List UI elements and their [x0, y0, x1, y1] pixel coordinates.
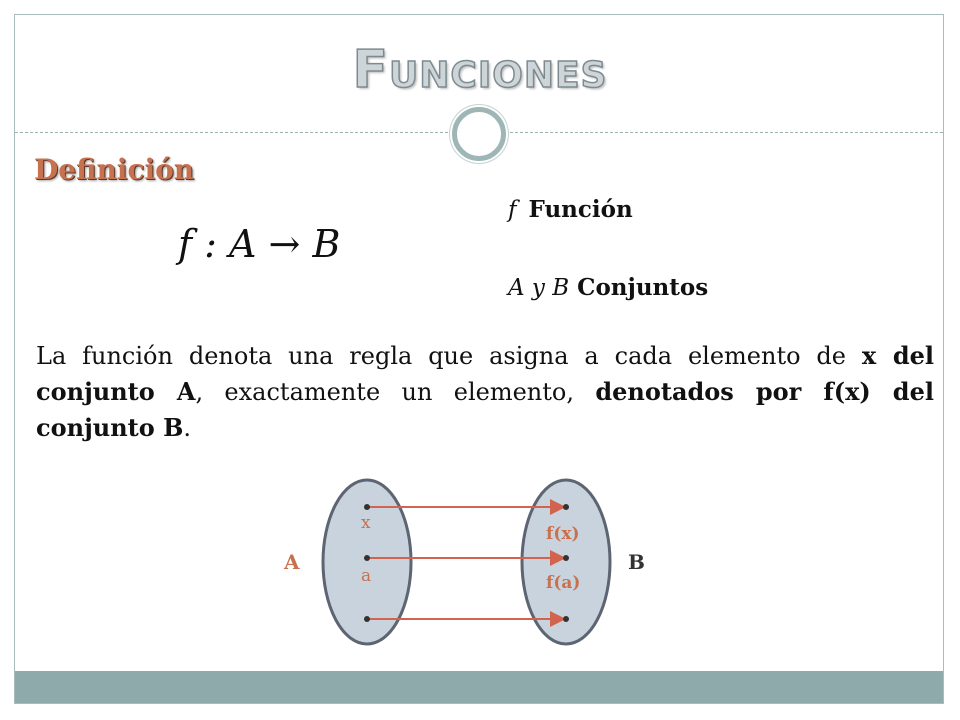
section-heading: Definición	[34, 153, 195, 186]
footer-band	[15, 671, 943, 703]
point-dot	[563, 616, 569, 622]
definition-term: Conjuntos	[577, 274, 709, 301]
point-label-a: a	[361, 566, 372, 586]
point-label-fa: f(a)	[546, 573, 581, 593]
definition-paragraph	[36, 338, 934, 446]
definition-symbol: f	[508, 197, 517, 223]
function-formula: f : A → B	[178, 222, 341, 266]
point-dot	[563, 504, 569, 510]
definition-sets	[508, 274, 708, 301]
point-label-fx: f(x)	[546, 524, 580, 544]
paragraph-text: La función denota una regla que asigna a cada elemento de	[36, 342, 862, 370]
definition-term: Función	[528, 196, 633, 223]
slide-title: Funciones	[352, 40, 608, 100]
definition-function	[508, 196, 633, 223]
point-dot	[364, 616, 370, 622]
point-label-x: x	[361, 513, 371, 533]
paragraph-bold: denotados por f(x) del conjunto B	[36, 377, 934, 442]
mapping-diagram	[260, 470, 680, 670]
paragraph-text: .	[183, 414, 192, 442]
point-dot	[364, 504, 370, 510]
point-dot	[563, 555, 569, 561]
set-a-label: A	[284, 550, 300, 574]
set-b-label: B	[628, 550, 645, 574]
paragraph-text: , exactamente un elemento,	[195, 378, 596, 406]
definition-symbol: A y B	[508, 275, 570, 301]
divider-ornament-icon	[452, 107, 506, 161]
point-dot	[364, 555, 370, 561]
paragraph-bold: x del conjunto A	[36, 341, 935, 406]
